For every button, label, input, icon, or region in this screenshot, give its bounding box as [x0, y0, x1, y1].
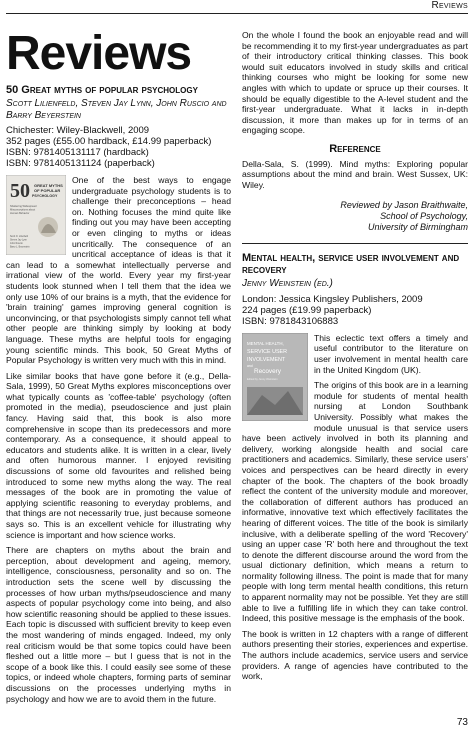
- masthead-title: Reviews: [6, 27, 192, 80]
- review2-pages: 224 pages (£19.99 paperback): [242, 304, 372, 316]
- svg-text:Recovery: Recovery: [254, 367, 281, 375]
- review2-publisher: London: Jessica Kingsley Publishers, 2009: [242, 293, 423, 305]
- review1-meta: [6, 125, 231, 169]
- svg-text:and: and: [247, 363, 253, 368]
- review2-paragraph-1: This eclectic text offers a timely and useful contributor to the literature on user involvement in mental health care in the United Kingdom (UK).: [314, 332, 468, 375]
- review1-isbn-paperback: ISBN: 9781405131124 (paperback): [6, 158, 155, 169]
- svg-text:GREAT MYTHS: GREAT MYTHS: [34, 183, 63, 188]
- top-rule: [6, 13, 468, 14]
- review1-title: 50 Great myths of popular psychology: [6, 84, 198, 96]
- review1-isbn-hardback: ISBN: 9781405131117 (hardback): [6, 147, 149, 158]
- svg-text:SERVICE USER: SERVICE USER: [247, 348, 288, 355]
- review2-meta: [242, 294, 468, 327]
- right-column: [242, 30, 468, 687]
- review2-isbn: ISBN: 9781843106883: [242, 315, 339, 327]
- review1-cover-image: [6, 175, 66, 258]
- review1-paragraph-2: Like similar books that have gone before it (e.g., Della-Sala, 1999), 50 Great Myths explores misconceptions over what typically counts as 'coffee-table' psychology (often promoted in the media), pseudoscience and just plain fancy. Having said that, this book is also more comprehensive in scope than its predecessors and more contemporary. As a consequence, it should appeal to educators and students alike. It is written in a clear, lively and often humorous manner. I enjoyed revisiting discussions of some old favourites and relished being introduced to some new myths along the way. The real messages of the book are in promoting the value of applying scientific reasoning to everyday problems, and that things are not necessarily true, just because someone says so. This is an excellent vehicle for illustrating why science is important and how science works.: [6, 370, 231, 540]
- review1-authors: Scott Lilienfeld, Steven Jay Lynn, John Ruscio and Barry Beyerstein: [6, 98, 227, 121]
- cover-number: 50: [10, 180, 30, 202]
- reviewer-university: University of Birmingham: [367, 222, 468, 233]
- svg-text:PSYCHOLOGY: PSYCHOLOGY: [32, 194, 58, 198]
- reviewer-school: School of Psychology,: [380, 211, 468, 222]
- svg-text:Scott O. Lilienfeld: Scott O. Lilienfeld: [10, 236, 29, 238]
- svg-text:Steven Jay Lynn: Steven Jay Lynn: [10, 239, 27, 242]
- review1-paragraph-3: There are chapters on myths about the brain and perception, about development and ageing, memory, intelligence, consciousness, personality and so on. The introduction sets the scene well by discussing the processes of how urban myths/pseudoscience and many aspects of popular psychology come into being, and also how scientific reasoning should be applied to these issues. Each topic is discussed with sufficient brevity to keep even the most wandering of minds engaged. Indeed, my only real criticism would be that some topics could have been fleshed out a little more – but I guess that is not in the scope of a book like this. I could easily see some of these topics, or indeed whole chapters, forming parts of seminar discussions on the processes underlying myths in psychology and how we are to avoid them in the future.: [6, 545, 231, 704]
- page-number: 73: [456, 717, 468, 728]
- reference-entry: Della-Sala, S. (1999). Mind myths: Exploring popular assumptions about the mind and brain. West Sussex, UK: Wiley.: [242, 158, 468, 190]
- review2-authors: Jenny Weinstein (ed.): [242, 278, 333, 290]
- review2-cover-image: [242, 333, 308, 424]
- review1-paragraph-1: One of the best ways to engage undergraduate psychology students is to challenge their preconceptions – head on. Nothing focuses the mind quite like finding out you may have been accepting or even clinging to myths or ideas uncritically. The consequence of an uncritical acceptance of ideas is that it can lead to a somewhat intellectually perverse and irrational view of the world. Every year my first-year students look stunned when I tell them that the idea we only use 10% of our brains is a myth, that the evidence for 'brain training' games improving general cognition is unconvincing, or that psychologists simply cannot tell what other people are thinking simply by looking at body language. These myths are helpful tools for engaging young scientific minds. This book, 50 Great Myths of Popular Psychology is written very much with this in mind.: [6, 175, 231, 366]
- svg-text:Barry L. Beyerstein: Barry L. Beyerstein: [10, 246, 30, 249]
- svg-text:Misconceptions about: Misconceptions about: [10, 208, 36, 212]
- review2-paragraph-2: The origins of this book are in a learning module for students of mental health nursing at London Southbank University. Possibly what makes the module unusual is that service users have been actively involved in both its planning and delivery, working alongside health and social care practitioners and academics. Similarly, these service users' voices and perspectives can be heard directly in every chapter of the book. The chapters of the book broadly reflect the content of the university module and moreover, the collaboration of different authors has produced an informative, innovative text which effectively facilitates the hearing of different voices. The title of the book is similarly inclusive, with a deliberate spelling of the word 'Recovery' using an upper case 'R' both here and throughout the text to denote the different discourse around the word from the usual dictionary definition, which means a return to normality following illness. The point is made that for many people with long term mental health conditions, this return to apparent normality may not be possible. Yet they are still able to live a fulfilling life in which they can take control. Indeed, this positive message is the emphasis of the book.: [242, 380, 468, 624]
- svg-text:OF POPULAR: OF POPULAR: [34, 188, 61, 193]
- reviewer-name: Reviewed by Jason Braithwaite,: [340, 200, 468, 211]
- review-separator: [242, 243, 468, 244]
- svg-text:INVOLVEMENT: INVOLVEMENT: [247, 356, 286, 363]
- review1-paragraph-4: On the whole I found the book an enjoyable read and will be recommending it to my first-year undergraduates as part of their introductory critical thinking classes. This book would suit educators involved in study skills and critical thinking courses who might be looking for some new angles with which to update or spruce up their courses. It should be equally digestible to the A-level student and the first-year undergraduate. What it lacks in in-depth discussion, it more than makes up for in terms of an engaging scope.: [242, 30, 468, 136]
- svg-text:MENTAL HEALTH,: MENTAL HEALTH,: [247, 340, 284, 346]
- reference-heading: Reference: [329, 142, 381, 155]
- running-head: Reviews: [431, 0, 468, 11]
- review1-reviewer: [242, 200, 468, 233]
- review2-title: Mental health, service user involvement and recovery: [242, 252, 460, 277]
- review1-publisher: Chichester: Wiley-Blackwell, 2009: [6, 125, 150, 136]
- svg-text:Shattering Widespread: Shattering Widespread: [10, 205, 37, 208]
- left-column: [6, 27, 231, 709]
- review1-pages: 352 pages (£55.00 hardback, £14.99 paperback): [6, 136, 212, 147]
- svg-text:Edited by Jenny Weinstein: Edited by Jenny Weinstein: [247, 377, 278, 381]
- review2-paragraph-3: The book is written in 12 chapters with a range of different authors presenting their stories, experiences and expertise. The authors include academics, service users and service providers. A range of agencies have contributed to the work,: [242, 628, 468, 682]
- svg-text:Human Behavior: Human Behavior: [10, 212, 30, 215]
- svg-text:John Ruscio: John Ruscio: [10, 243, 23, 245]
